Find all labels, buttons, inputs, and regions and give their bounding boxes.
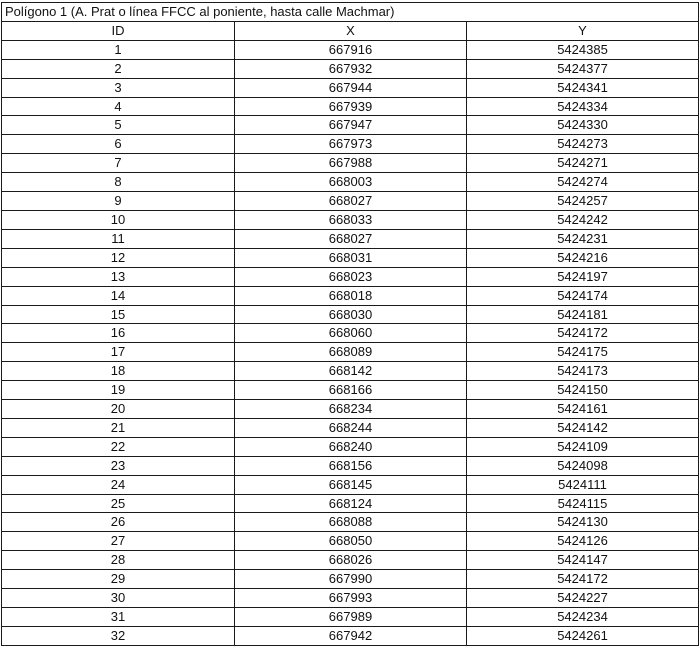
table-row bbox=[2, 437, 699, 456]
cell-id: 1 bbox=[2, 40, 235, 59]
cell-y: 5424111 bbox=[467, 475, 699, 494]
cell-id: 11 bbox=[2, 229, 235, 248]
cell-y: 5424126 bbox=[467, 532, 699, 551]
table-row bbox=[2, 570, 699, 589]
table-row bbox=[2, 608, 699, 627]
column-header-id: ID bbox=[2, 21, 235, 40]
cell-x: 667990 bbox=[235, 570, 467, 589]
table-row bbox=[2, 494, 699, 513]
table-row bbox=[2, 267, 699, 286]
cell-y: 5424172 bbox=[467, 570, 699, 589]
cell-y: 5424161 bbox=[467, 400, 699, 419]
cell-id: 2 bbox=[2, 59, 235, 78]
cell-x: 668027 bbox=[235, 229, 467, 248]
cell-y: 5424130 bbox=[467, 513, 699, 532]
table-header-row bbox=[2, 21, 699, 40]
cell-id: 4 bbox=[2, 97, 235, 116]
cell-y: 5424242 bbox=[467, 210, 699, 229]
cell-y: 5424334 bbox=[467, 97, 699, 116]
cell-x: 668142 bbox=[235, 362, 467, 381]
cell-x: 667947 bbox=[235, 116, 467, 135]
cell-x: 668166 bbox=[235, 381, 467, 400]
table-row bbox=[2, 59, 699, 78]
cell-x: 668027 bbox=[235, 192, 467, 211]
cell-y: 5424271 bbox=[467, 154, 699, 173]
cell-x: 667988 bbox=[235, 154, 467, 173]
cell-x: 668031 bbox=[235, 248, 467, 267]
cell-id: 27 bbox=[2, 532, 235, 551]
cell-y: 5424173 bbox=[467, 362, 699, 381]
cell-id: 23 bbox=[2, 456, 235, 475]
table-row bbox=[2, 135, 699, 154]
cell-x: 668018 bbox=[235, 286, 467, 305]
cell-id: 16 bbox=[2, 324, 235, 343]
cell-y: 5424175 bbox=[467, 343, 699, 362]
cell-y: 5424109 bbox=[467, 437, 699, 456]
table-row bbox=[2, 116, 699, 135]
cell-x: 667939 bbox=[235, 97, 467, 116]
table-row bbox=[2, 589, 699, 608]
cell-y: 5424142 bbox=[467, 418, 699, 437]
table-row bbox=[2, 248, 699, 267]
cell-y: 5424377 bbox=[467, 59, 699, 78]
table-row bbox=[2, 513, 699, 532]
cell-id: 26 bbox=[2, 513, 235, 532]
cell-x: 668060 bbox=[235, 324, 467, 343]
cell-x: 667932 bbox=[235, 59, 467, 78]
table-row bbox=[2, 229, 699, 248]
cell-id: 10 bbox=[2, 210, 235, 229]
cell-id: 24 bbox=[2, 475, 235, 494]
cell-x: 668026 bbox=[235, 551, 467, 570]
cell-x: 667989 bbox=[235, 608, 467, 627]
cell-id: 30 bbox=[2, 589, 235, 608]
table-row bbox=[2, 362, 699, 381]
cell-id: 22 bbox=[2, 437, 235, 456]
cell-x: 668050 bbox=[235, 532, 467, 551]
cell-id: 12 bbox=[2, 248, 235, 267]
cell-id: 19 bbox=[2, 381, 235, 400]
cell-id: 8 bbox=[2, 173, 235, 192]
cell-y: 5424098 bbox=[467, 456, 699, 475]
cell-x: 668088 bbox=[235, 513, 467, 532]
table-row bbox=[2, 192, 699, 211]
table-row bbox=[2, 210, 699, 229]
column-header-y: Y bbox=[467, 21, 699, 40]
table-title: Polígono 1 (A. Prat o línea FFCC al poniente, hasta calle Machmar) bbox=[2, 3, 699, 22]
table-row bbox=[2, 381, 699, 400]
cell-y: 5424216 bbox=[467, 248, 699, 267]
cell-x: 667944 bbox=[235, 78, 467, 97]
cell-y: 5424227 bbox=[467, 589, 699, 608]
cell-id: 17 bbox=[2, 343, 235, 362]
document-page bbox=[1, 2, 698, 646]
cell-y: 5424181 bbox=[467, 305, 699, 324]
cell-y: 5424231 bbox=[467, 229, 699, 248]
cell-y: 5424274 bbox=[467, 173, 699, 192]
table-row bbox=[2, 626, 699, 645]
table-row bbox=[2, 456, 699, 475]
cell-x: 668145 bbox=[235, 475, 467, 494]
cell-x: 668124 bbox=[235, 494, 467, 513]
cell-y: 5424197 bbox=[467, 267, 699, 286]
cell-x: 668033 bbox=[235, 210, 467, 229]
cell-y: 5424115 bbox=[467, 494, 699, 513]
cell-id: 5 bbox=[2, 116, 235, 135]
cell-id: 9 bbox=[2, 192, 235, 211]
cell-id: 32 bbox=[2, 626, 235, 645]
cell-y: 5424330 bbox=[467, 116, 699, 135]
cell-id: 3 bbox=[2, 78, 235, 97]
cell-y: 5424257 bbox=[467, 192, 699, 211]
cell-y: 5424174 bbox=[467, 286, 699, 305]
cell-x: 667916 bbox=[235, 40, 467, 59]
cell-x: 668030 bbox=[235, 305, 467, 324]
table-row bbox=[2, 343, 699, 362]
table-row bbox=[2, 475, 699, 494]
cell-id: 31 bbox=[2, 608, 235, 627]
table-row bbox=[2, 97, 699, 116]
cell-x: 668234 bbox=[235, 400, 467, 419]
cell-id: 6 bbox=[2, 135, 235, 154]
cell-id: 14 bbox=[2, 286, 235, 305]
cell-id: 28 bbox=[2, 551, 235, 570]
cell-x: 668156 bbox=[235, 456, 467, 475]
table-row bbox=[2, 78, 699, 97]
cell-x: 667993 bbox=[235, 589, 467, 608]
cell-id: 15 bbox=[2, 305, 235, 324]
cell-id: 29 bbox=[2, 570, 235, 589]
cell-x: 668089 bbox=[235, 343, 467, 362]
column-header-x: X bbox=[235, 21, 467, 40]
cell-id: 21 bbox=[2, 418, 235, 437]
table-row bbox=[2, 324, 699, 343]
cell-y: 5424147 bbox=[467, 551, 699, 570]
table-row bbox=[2, 173, 699, 192]
cell-id: 18 bbox=[2, 362, 235, 381]
cell-x: 667942 bbox=[235, 626, 467, 645]
cell-y: 5424172 bbox=[467, 324, 699, 343]
cell-y: 5424261 bbox=[467, 626, 699, 645]
cell-y: 5424385 bbox=[467, 40, 699, 59]
table-row bbox=[2, 40, 699, 59]
cell-y: 5424273 bbox=[467, 135, 699, 154]
table-row bbox=[2, 154, 699, 173]
cell-id: 20 bbox=[2, 400, 235, 419]
table-body bbox=[2, 3, 699, 646]
cell-id: 13 bbox=[2, 267, 235, 286]
cell-y: 5424150 bbox=[467, 381, 699, 400]
cell-x: 668240 bbox=[235, 437, 467, 456]
table-title-row bbox=[2, 3, 699, 22]
table-row bbox=[2, 418, 699, 437]
cell-id: 7 bbox=[2, 154, 235, 173]
table-row bbox=[2, 551, 699, 570]
cell-y: 5424341 bbox=[467, 78, 699, 97]
coordinates-table bbox=[1, 2, 699, 646]
cell-x: 668244 bbox=[235, 418, 467, 437]
cell-y: 5424234 bbox=[467, 608, 699, 627]
cell-x: 668003 bbox=[235, 173, 467, 192]
table-row bbox=[2, 305, 699, 324]
table-row bbox=[2, 532, 699, 551]
table-row bbox=[2, 286, 699, 305]
cell-x: 668023 bbox=[235, 267, 467, 286]
table-row bbox=[2, 400, 699, 419]
cell-x: 667973 bbox=[235, 135, 467, 154]
cell-id: 25 bbox=[2, 494, 235, 513]
